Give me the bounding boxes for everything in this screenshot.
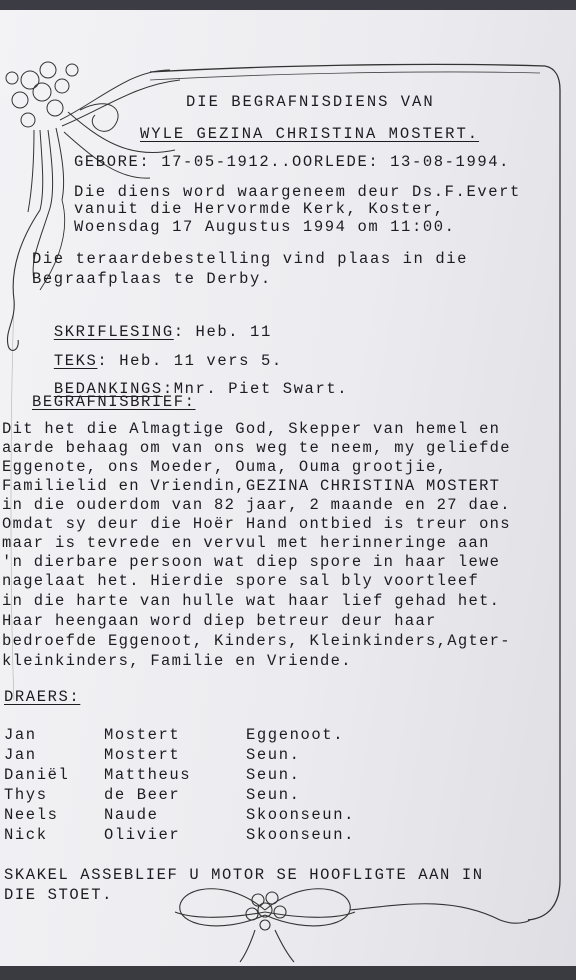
letter-line: Haar heengaan word diep betreur deur haar [2,612,437,630]
letter-line: aarde behaag om van ons weg te neem, my geliefde [2,439,511,457]
service-title-line1: DIE BEGRAFNISDIENS VAN [186,93,435,111]
bow-ornament-icon [175,889,530,962]
bearer-relation: Seun. [246,746,301,764]
footer-line2: DIE STOET. [4,886,114,904]
bearer-last-name: de Beer [104,786,181,804]
thanks-value: :Mnr. Piet Swart. [162,380,349,398]
letter-line: bedroefde Eggenoot, Kinders, Kleinkinders,Agter- [2,632,511,650]
bearer-first-name: Jan [4,726,37,744]
bearer-first-name: Jan [4,746,37,764]
birth-death-dates: GEBORE: 17-05-1912..OORLEDE: 13-08-1994. [74,153,511,171]
service-title-line2: WYLE GEZINA CHRISTINA MOSTERT. [140,125,480,143]
bearer-relation: Skoonseun. [246,806,356,824]
bearer-row [0,746,576,766]
letter-line: 'n dierbare persoon wat diep spore in haar lewe [2,553,501,571]
bearer-row [0,726,576,746]
bearer-last-name: Naude [104,806,159,824]
bearer-last-name: Olivier [104,826,181,844]
service-line3: Woensdag 17 Augustus 1994 om 11:00. [74,218,456,236]
bearer-row [0,786,576,806]
bearer-last-name: Mostert [104,726,181,744]
burial-line1: Die teraardebestelling vind plaas in die [32,250,469,268]
letter-line: Eggenote, ons Moeder, Ouma, Ouma grootjie, [2,458,448,476]
text-value: : Heb. 11 vers 5. [97,352,283,370]
bearer-row [0,766,576,786]
letter-line: Familielid en Vriendin,GEZINA CHRISTINA MOSTERT [2,477,501,495]
bearer-relation: Skoonseun. [246,826,356,844]
bearer-first-name: Daniël [4,766,70,784]
text-label: TEKS [53,352,98,370]
scripture-label: SKRIFLESING [53,323,174,341]
bearer-first-name: Thys [4,786,48,804]
service-line1: Die diens word waargeneem deur Ds.F.Evert [74,183,521,201]
letter-line: in die harte van hulle wat haar lief gehad het. [2,592,501,610]
letter-line: Dit het die Almagtige God, Skepper van hemel en [2,420,501,438]
letter-line: kleinkinders, Familie en Vriende. [2,652,352,670]
letter-line: maar is tevrede en vervul met herinneringe aan [2,534,490,552]
bearer-first-name: Neels [4,806,59,824]
burial-line2: Begraafplaas te Derby. [32,270,272,288]
bearer-relation: Seun. [246,766,301,784]
bearers-heading: DRAERS: [4,688,81,706]
bearer-row [0,826,576,846]
thanks-label: BEDANKINGS [53,380,163,398]
bearer-row [0,806,576,826]
bearer-relation: Seun. [246,786,301,804]
bearer-relation: Eggenoot. [246,726,345,744]
letter-line: in die ouderdom van 82 jaar, 2 maande en 27 dae. [2,496,511,514]
letter-line: Omdat sy deur die Hoër Hand ontbied is treur ons [2,515,511,533]
letter-line: nagelaat het. Hierdie spore sal bly voortleef [2,572,480,590]
bearer-first-name: Nick [4,826,48,844]
footer-line1: SKAKEL ASSEBLIEF U MOTOR SE HOOFLIGTE AAN IN [4,866,484,884]
scripture-value: : Heb. 11 [173,323,272,341]
bearer-last-name: Mostert [104,746,181,764]
service-line2: vanuit die Hervormde Kerk, Koster, [74,200,445,218]
letter-heading: BEGRAFNISBRIEF: [32,393,196,411]
bearer-last-name: Mattheus [104,766,192,784]
